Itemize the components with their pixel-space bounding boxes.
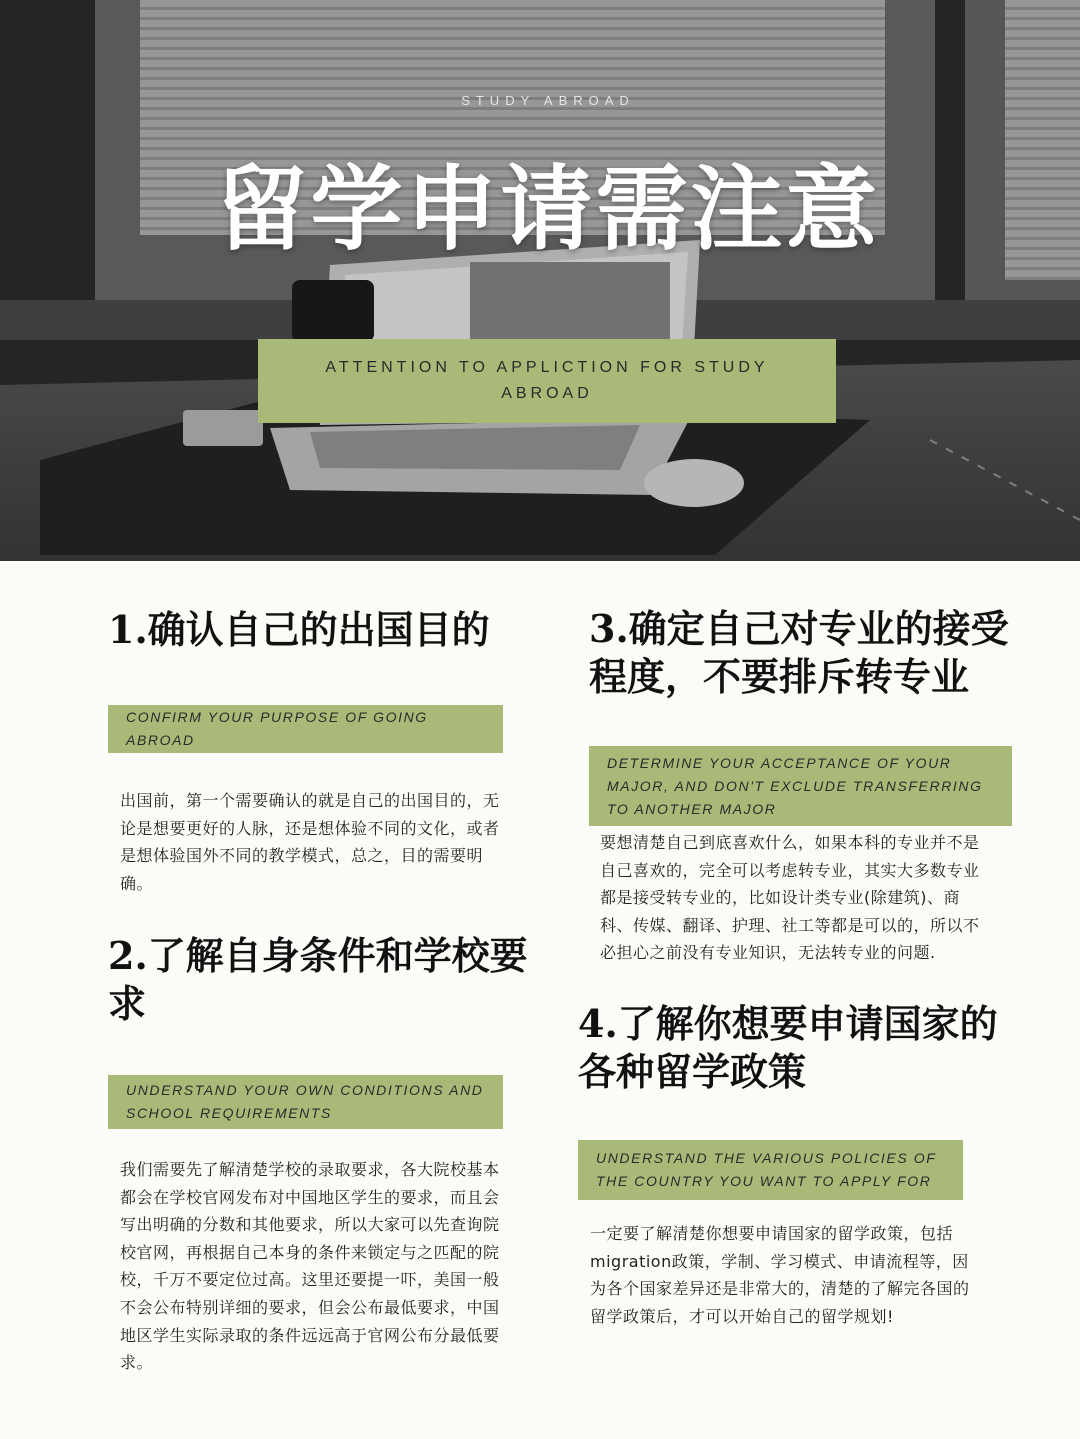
desk-photo [0,0,1080,561]
section-4-heading: 4.了解你想要申请国家的各种留学政策 [578,1001,998,1094]
section-4-band-text: UNDERSTAND THE VARIOUS POLICIES OF THE COUNTRY YOU WANT TO APPLY FOR [596,1150,937,1189]
section-1-body: 出国前，第一个需要确认的就是自己的出国目的，无论是想要更好的人脉，还是想体验不同的文化，或者是想体验国外不同的教学模式，总之，目的需要明确。 [120,791,500,893]
section-2-heading: 2.了解自身条件和学校要求 [108,933,528,1026]
section-3-body: 要想清楚自己到底喜欢什么，如果本科的专业并不是自己喜欢的，完全可以考虑转专业，其实大多数专业都是接受转专业的，比如设计类专业(除建筑)、商科、传媒、翻译、护理、社工等都是可以的，所以不必担心之前没有专业知识，无法转专业的问题. [600,833,980,963]
section-4-body: 一定要了解清楚你想要申请国家的留学政策，包括migration政策，学制、学习模式、申请流程等，因为各个国家差异还是非常大的，清楚的了解完各国的留学政策后，才可以开始自己的留学规划! [590,1224,970,1326]
section-3-heading: 3.确定自己对专业的接受程度，不要排斥转专业 [589,606,1009,699]
hero-subtitle-band [258,339,836,423]
section-2-band-text: UNDERSTAND YOUR OWN CONDITIONS AND SCHOOL REQUIREMENTS [126,1082,484,1121]
section-3-band-text: DETERMINE YOUR ACCEPTANCE OF YOUR MAJOR, AND DON'T EXCLUDE TRANSFERRING TO ANOTHER MAJOR [607,754,983,817]
section-2-band [108,1075,503,1129]
hero-subtitle: ATTENTION TO APPLICTION FOR STUDY ABROAD [325,359,769,402]
section-1-heading: 1.确认自己的出国目的 [108,607,490,652]
section-1-band-text: CONFIRM YOUR PURPOSE OF GOING ABROAD [126,709,428,748]
section-1-band [108,705,503,753]
hero-banner [0,0,1080,561]
hero-kicker: STUDY ABROAD [461,93,635,108]
hero-title: 留学申请需注意 [215,156,881,263]
section-3-band [589,746,1012,826]
section-4-band [578,1140,963,1200]
section-2-body: 我们需要先了解清楚学校的录取要求，各大院校基本都会在学校官网发布对中国地区学生的要求，而且会写出明确的分数和其他要求，所以大家可以先查询院校官网，再根据自己本身的条件来锁定与之匹配的院校，千万不要定位过高。这里还要提一吓，美国一般不会公布特别详细的要求，但会公布最低要求，中国地区学生实际录取的条件远远高于官网公布分最低要求。 [120,1160,500,1373]
